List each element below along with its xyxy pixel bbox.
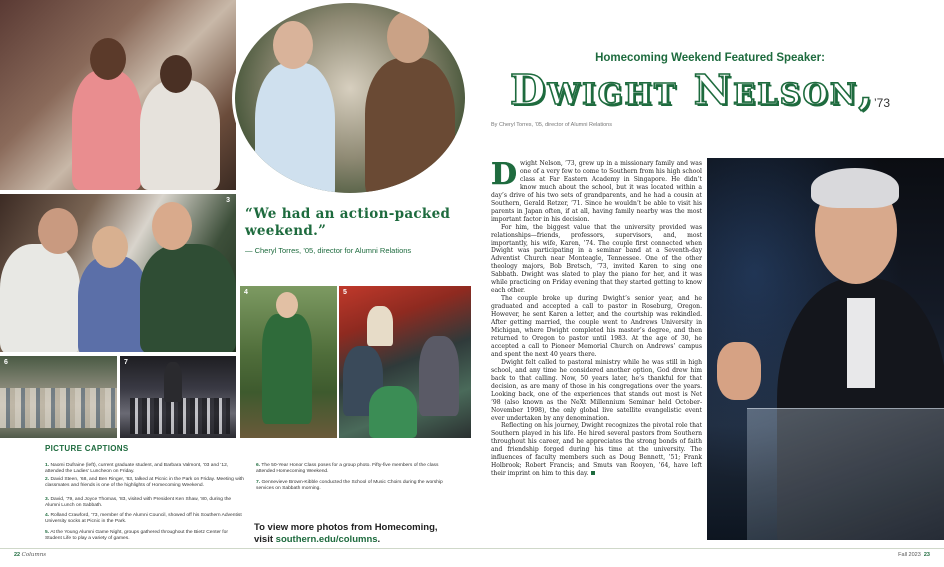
photo-crowd xyxy=(0,388,117,428)
photo-game-night xyxy=(339,286,471,438)
speaker-hand xyxy=(717,342,761,400)
photo-figure-head xyxy=(276,292,298,318)
photo-number: 6 xyxy=(4,359,8,366)
photo-figure-head xyxy=(152,202,192,250)
glass-podium xyxy=(747,408,944,540)
photo-conductor xyxy=(164,362,182,402)
caption-text: Naomi Dufraine (left), current graduate student, and Barbara Valmont, ’03 and ’12, attended the Ladies’ Luncheon on Friday. xyxy=(45,463,229,475)
right-page-number: 23 xyxy=(923,552,930,558)
photo-figure xyxy=(78,256,148,352)
pull-quote: “We had an action-packed weekend.” xyxy=(245,206,451,239)
caption-item xyxy=(45,530,245,542)
left-page-number: 22 xyxy=(14,552,21,558)
photo-figure xyxy=(419,336,459,416)
photo-figure xyxy=(369,386,417,438)
caption-number: 5. xyxy=(45,530,50,535)
drop-cap: D xyxy=(491,157,518,192)
photo-figure xyxy=(367,306,393,346)
caption-item xyxy=(45,513,245,525)
speaker-hair xyxy=(811,168,899,208)
caption-text: The 50-Year Honor Class poses for a group photo. Fifty-five members of the class attended Homecoming Weekend. xyxy=(256,463,439,475)
article-body xyxy=(491,157,702,478)
article-paragraph: Dwight felt called to pastoral ministry while he was still in high school, and any time he considered another option, God drew him back to that calling. Now, 50 years later, he’s thankful for that decision, as are many of those in his congregations over the years. Looking back, one of the experiences that stands out most is Net ’98 (also known as the NeXt Millennium Seminar held October-November 1998), the only global live satellite evangelistic event ever undertaken by any denomination. xyxy=(491,358,702,422)
more-photos-callout xyxy=(254,522,464,546)
right-footer xyxy=(898,552,930,558)
photo-socks-picnic xyxy=(240,286,337,438)
caption-text: Gennevieve Brown-Kibble conducted the School of Music Choirs during the worship services on Sabbath morning. xyxy=(256,480,443,492)
photo-figure xyxy=(140,244,236,352)
caption-text: David, ’79, and Joyce Thomas, ’83, visited with President Ken Shaw, ’80, during the Alumni Lunch on Sabbath. xyxy=(45,497,232,509)
photo-choir xyxy=(130,398,230,434)
caption-item xyxy=(256,480,456,492)
headline-name: Dwight Nelson, xyxy=(510,66,875,114)
end-mark-icon xyxy=(591,471,595,475)
photo-picnic-handshake xyxy=(232,0,468,196)
pull-quote-attribution: — Cheryl Torres, ’05, director for Alumni Relations xyxy=(245,246,412,255)
more-photos-prefix: visit xyxy=(254,534,276,545)
photo-figure xyxy=(262,314,312,424)
more-photos-line1: To view more photos from Homecoming, xyxy=(254,522,438,533)
captions-heading: PICTURE CAPTIONS xyxy=(45,444,129,453)
photo-figure-head xyxy=(92,226,128,268)
photo-figure xyxy=(0,244,80,352)
photo-figure-head xyxy=(160,55,192,93)
article-paragraph: The couple broke up during Dwight’s senior year, and he graduated and accepted a call to pastor in Roseburg, Oregon. However, he sent Karen a letter, and the courtship was rekindled. After getting married, the couple went to Andrews University in Michigan, where Dwight completed his master’s degree, and then returned to Oregon to pastor until 1983. At the age of 30, he accepted a call to Pioneer Memorial Church on Andrews’ campus and spent the next 40 years there. xyxy=(491,295,702,358)
photo-dwight-nelson-speaking xyxy=(707,158,944,540)
article-byline: By Cheryl Torres, ’05, director of Alumni Relations xyxy=(491,122,612,128)
photo-choir-worship xyxy=(120,356,236,438)
publication-name: Columns xyxy=(21,552,47,558)
article-headline xyxy=(510,66,910,122)
caption-text: At the Young Alumni Game Night, groups gathered throughout the Bietz Center for Student Life to play a variety of games. xyxy=(45,530,228,542)
more-photos-suffix: . xyxy=(377,534,381,545)
article-paragraph-text: Reflecting on his journey, Dwight recognizes the pivotal role that Southern played in his life. He hired several pastors from Southern throughout his career, and he appreciates the strong bonds of faith and friendship forged during his time at the university. The influences of faculty members such as Doug Bennett, ’51; Frank Holbrook; Robert Francis; and Smuts van Rooyen, ’64, have left their imprint on him to this day. xyxy=(491,422,702,478)
photo-ladies-luncheon xyxy=(0,0,236,190)
caption-item xyxy=(45,497,245,509)
photo-honor-class xyxy=(0,356,117,438)
caption-number: 2. xyxy=(45,477,50,482)
photo-figure-head xyxy=(273,21,313,69)
caption-number: 4. xyxy=(45,513,50,518)
article-kicker: Homecoming Weekend Featured Speaker: xyxy=(595,52,825,64)
photo-number: 4 xyxy=(244,289,248,296)
speaker-shirt xyxy=(847,298,875,388)
columns-link[interactable]: southern.edu/columns xyxy=(275,534,378,545)
article-paragraph: wight Nelson, ’73, grew up in a missionary family and was one of a very few to come to Southern from his high school class at Far Eastern Academy in Singapore. He didn’t know much about the school, but it was located within a day’s drive of his two sets of grandparents, and he had a cousin at Southern, Gerald Retzer, ’71. Since he wouldn’t be able to visit his parents in Japan often, if at all, having family nearby was the most important factor in his decision. xyxy=(491,160,702,223)
article-paragraph xyxy=(491,422,702,478)
photo-number: 3 xyxy=(226,197,230,204)
photo-alumni-lunch xyxy=(0,194,236,352)
caption-number: 3. xyxy=(45,497,50,502)
photo-figure xyxy=(365,58,455,196)
photo-number: 7 xyxy=(124,359,128,366)
issue-label: Fall 2023 xyxy=(898,552,921,558)
caption-text: Rolland Crawford, ’73, member of the Alumni Council, showed off his Southern Adventist University socks at Picnic in the Park. xyxy=(45,513,242,525)
caption-item xyxy=(45,477,245,489)
article-paragraph: For him, the biggest value that the university provided was relationships—friends, professors, supervisors, and, most importantly, his wife, Karen, ’74. The couple first connected when Dwight was participating in a seminar band at a Seventh-day Adventist Church near Monteagle, Tennessee. One of the other theology majors, Bob Bretsch, ’73, invited Karen to sing one Sabbath. Dwight was slated to play the piano for her, and it was while practicing on Friday evening that they started getting to know each other. xyxy=(491,223,702,295)
caption-number: 7. xyxy=(256,480,261,485)
photo-figure xyxy=(72,70,142,190)
photo-figure-head xyxy=(38,208,78,254)
caption-item xyxy=(256,463,456,475)
photo-figure xyxy=(255,63,335,196)
photo-figure-head xyxy=(90,38,126,80)
left-footer xyxy=(14,552,46,558)
headline-class-year: ’73 xyxy=(874,96,891,110)
caption-item xyxy=(45,463,245,475)
photo-number: 5 xyxy=(343,289,347,296)
caption-number: 6. xyxy=(256,463,261,468)
photo-figure xyxy=(140,80,220,190)
footer-rule xyxy=(0,548,944,549)
photo-figure-head xyxy=(387,11,429,63)
caption-text: David Steen, ’68, and Ben Ringer, ’63, talked at Picnic in the Park on Friday. Meeting with classmates and friends is one of the highlights of Homecoming Weekend. xyxy=(45,477,244,489)
caption-number: 1. xyxy=(45,463,50,468)
